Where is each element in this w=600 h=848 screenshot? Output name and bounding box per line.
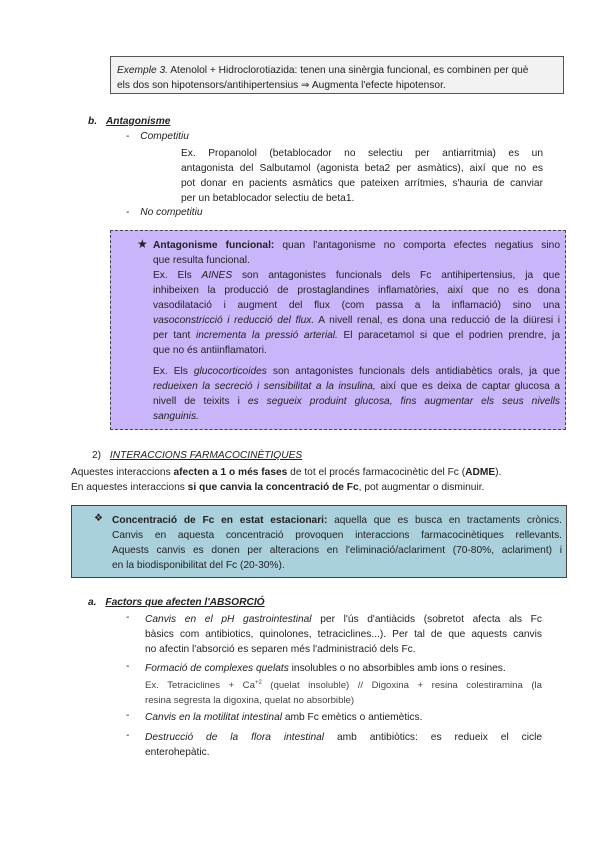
text-span: glucocorticoides bbox=[193, 366, 267, 377]
text-span: insolubles o no absorbibles amb ions o resines. bbox=[288, 663, 506, 674]
text-span: que resulta funcional. bbox=[153, 255, 250, 266]
text-span: Antagonisme bbox=[105, 116, 171, 127]
text-span: 2) bbox=[92, 450, 102, 461]
list-dash: - bbox=[126, 661, 130, 672]
absorcio-heading bbox=[88, 597, 265, 608]
concentracio-text bbox=[112, 513, 562, 573]
text-span: Atenolol + Hidroclorotiazida: tenen una sinèrgia funcional, es combinen per què bbox=[170, 65, 529, 76]
text-span: Concentració de Fc en estat estacionari: bbox=[112, 515, 328, 526]
text-span: El paracetamol si que el podrien prendre, ja bbox=[337, 330, 560, 341]
text-span: - bbox=[126, 131, 130, 142]
text-span: Ex. Propanolol (betablocador no selectiu per antiarritmia) es un bbox=[181, 148, 543, 159]
text-span: Ex. Tetraciclines + Ca bbox=[145, 680, 255, 692]
text-span: per un betablocador selectiu de beta1. bbox=[181, 193, 355, 204]
text-span: Ex. Els bbox=[153, 270, 202, 281]
antagonisme-heading bbox=[88, 116, 170, 127]
text-span: enterohepàtic. bbox=[145, 747, 210, 758]
text-span: pot donar en pacients asmàtics que pateixen arrítmies, s'hauria de canviar bbox=[181, 178, 543, 189]
text-span: es segueix produint glucosa, fins augmentar els seus nivells bbox=[247, 396, 560, 407]
text-span: Aquests canvis es donen per alteracions en l'eliminació/aclariment (70-80%, aclariment) i bbox=[112, 545, 562, 556]
text-span: vasodilatació i augment del flux (com passa a la inflamació) sino una bbox=[153, 300, 560, 311]
text-span: sanguinis. bbox=[153, 411, 199, 422]
list-dash: - bbox=[126, 710, 130, 721]
text-span: Canvis en aquesta concentració provoquen interaccions farmacocinètiques rellevants. bbox=[112, 530, 562, 541]
text-span: quan l'antagonisme no comporta efectes negatius sino bbox=[282, 240, 560, 251]
text-span: Antagonisme funcional: bbox=[153, 240, 275, 251]
farmaco-heading bbox=[92, 450, 302, 461]
text-span: bàsics com antibiotics, quinolones, tetraciclines...). Per tal de que aquests canvis bbox=[145, 629, 542, 640]
text-span: Canvis en el pH gastrointestinal bbox=[145, 614, 312, 625]
list-item-motilitat bbox=[145, 710, 542, 725]
diamond-icon: ❖ bbox=[94, 513, 104, 524]
text-span: en la biodisponibilitat del Fc (20-30%). bbox=[112, 560, 285, 571]
text-span: son antagonistes funcionals dels antidiabètics orals, ja que bbox=[266, 366, 560, 377]
text-span: En aquestes interaccions bbox=[71, 482, 188, 493]
text-span: vasoconstricció i reducció del flux. bbox=[153, 315, 315, 326]
text-span: antagonista del Salbutamol (agonista beta2 per asmàtics), així que no es bbox=[181, 163, 543, 174]
text-span: així que es deixa de captar glucosa a bbox=[375, 381, 560, 392]
antagonisme-funcional-box bbox=[110, 230, 566, 430]
text-span: Formació de complexes quelats bbox=[145, 663, 289, 674]
text-span: de tot el procés farmacocinètic del Fc ( bbox=[287, 467, 466, 478]
text-span: inhibeixen la producció de prostaglandines inflamatòries, així que no es dona bbox=[153, 285, 560, 296]
text-span: si que canvia la concentració de Fc bbox=[187, 482, 359, 493]
concentracio-box bbox=[71, 505, 567, 578]
text-span: b. bbox=[88, 116, 98, 127]
example-line-1 bbox=[117, 63, 557, 78]
text-span: Factors que afecten l'ABSORCIÓ bbox=[105, 597, 265, 608]
text-span: a. bbox=[88, 597, 97, 608]
text-span: que no és antiinflamatori. bbox=[153, 345, 267, 356]
text-span: aquella que es busca en tractaments crònics. bbox=[334, 515, 562, 526]
text-span: amb antibiòtics: es redueix el cicle bbox=[324, 732, 542, 743]
text-span: Competitiu bbox=[140, 131, 189, 142]
no-competitiu-item bbox=[126, 207, 203, 218]
text-span: AINES bbox=[201, 270, 233, 281]
text-span: - bbox=[126, 207, 130, 218]
text-span: no afectin l'absorció es separen més l'administració dels Fc. bbox=[145, 644, 416, 655]
text-span: Aquestes interaccions bbox=[71, 467, 174, 478]
text-span: Ex. Els bbox=[153, 366, 194, 377]
text-span: Canvis en la motilitat intestinal bbox=[145, 712, 283, 723]
text-span: No competitiu bbox=[140, 207, 203, 218]
example-line-2: els dos son hipotensors/antihipertensius ⇒ Augmenta l'efecte hipotensor. bbox=[117, 80, 446, 91]
text-span: ADME bbox=[465, 467, 496, 478]
text-span: INTERACCIONS FARMACOCINÈTIQUES bbox=[109, 450, 303, 461]
funcional-text bbox=[153, 238, 560, 424]
competitiu-item bbox=[126, 131, 189, 142]
text-span: redueixen la secreció i sensibilitat a la insulina, bbox=[153, 381, 376, 392]
text-span: ). bbox=[495, 467, 502, 478]
example-box bbox=[110, 56, 564, 94]
text-span: per l'ús d'antiàcids (sobretot afecta als Fc bbox=[311, 614, 542, 625]
text-span: Exemple 3. bbox=[117, 65, 168, 76]
list-dash: - bbox=[126, 730, 130, 741]
list-item-flora bbox=[145, 730, 542, 760]
list-dash: - bbox=[126, 612, 130, 623]
text-span: incrementa la pressió arterial. bbox=[195, 330, 338, 341]
text-span: nivell de teixits i bbox=[153, 396, 248, 407]
text-span: A nivell renal, es dona una reducció de la diüresi i bbox=[314, 315, 560, 326]
list-item-quelats: Formació de complexes quelats insolubles o no absorbibles amb ions o resines. Ex. Tetraciclines + $Ca^{+2}$ (quelat insoluble) // Digoxina + resina colestiramina (la resina segresta la digoxina, quelat no absorbible) bbox=[145, 663, 542, 707]
text-span: (quelat insoluble) // Digoxina + resina colestiramina (la bbox=[261, 680, 542, 692]
farmaco-intro bbox=[71, 465, 591, 495]
competitiu-example bbox=[181, 146, 543, 206]
text-span: son antagonistes funcionals dels Fc antihipertensius, ja que bbox=[232, 270, 560, 281]
text-span: , pot augmentar o disminuir. bbox=[358, 482, 485, 493]
text-span: amb Fc emètics o antiemètics. bbox=[282, 712, 423, 723]
star-icon: ★ bbox=[137, 237, 148, 251]
text-span: Destrucció de la flora intestinal bbox=[145, 732, 325, 743]
text-span: afecten a 1 o més fases bbox=[173, 467, 288, 478]
text-span: per tant bbox=[153, 330, 196, 341]
list-item-ph bbox=[145, 612, 542, 657]
text-span: resina segresta la digoxina, quelat no absorbible) bbox=[145, 695, 355, 707]
